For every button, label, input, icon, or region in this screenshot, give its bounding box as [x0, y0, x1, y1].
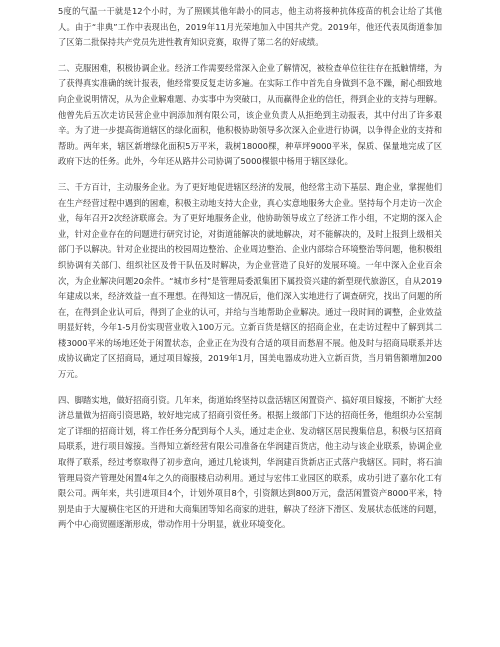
paragraph-gap [58, 383, 442, 393]
paragraph-section-four: 四、脚踏实地，做好招商引资。几年来，街道始终坚持以盘活辖区闲置资产、搞好项目嫁接，不断扩大经济总量做为招商引资思路，较好地完成了招商引资任务。根据上级部门下达的招商任务，他组织办公室制定了详细的招商计划，将工作任务分配到每个人头，通过走企业、发动辖区居民搜集信息，积极与区招商局联系，进行项目嫁接。当得知立新经营有限公司准备在华润建百货店，他主动与该企业联系，协调企业取得了联系，经过考察取得了初步意向，通过几轮谈判，华润建百货新店正式落户我辖区。同时，将石油管理局资产管理处闲置4年之久的商服楼启动利用。通过与宏伟工业园区的联系，成功引进了嘉尔化工有限公司。两年来，共引进项目4个，计划外项目8个，引资额达到800万元，盘活闲置资产8000平米，特别是由于大厦横住宅区的开进和大商集团等知名商家的进驻，解决了经济下滑区、发展状态低迷的问题，两个中心商贸圈逐渐形成，带动作用十分明显，就业环境变化。 [58, 394, 442, 530]
paragraph-gap [58, 51, 442, 61]
paragraph-gap [58, 170, 442, 180]
paragraph-section-two: 二、克服困难，积极协调企业。经济工作需要经常深入企业了解情况，被检查单位往往存在抵触情绪，为了获得真实准确的统计报表，他经常要反复走访多遍。在实际工作中首先自身做到不急不躁，耐心细致地向企业说明情况，从为企业解难题、办实事中为突破口，从而赢得企业的信任，得到企业的支持与理解。他曾先后五次走访民营企业中润添加剂有限公司，该企业负责人从拒绝到主动报表，其中付出了许多艰辛。为了进一步提高街道辖区的绿化面积，他积极协助领导多次深入企业进行协调，以争得企业的支持和帮助。两年来，辖区新增绿化面积5万平米，栽树18000棵，种草坪9000平米，保质、保量地完成了区政府下达的任务。此外，今年还从路井公司协调了5000棵银中杨用于辖区绿化。 [58, 62, 442, 167]
paragraph-intro-continuation: 5度的气温一干就是12个小时，为了照顾其他年龄小的同志，他主动将接种抗体疫苗的机会让给了其他人。由于“非典”工作中表现出色，2019年11月光荣地加入中国共产党。2019年，他还代表凤街道参加了区第二批保持共产党员先进性教育知识竞赛，取得了第二名的好成绩。 [58, 6, 442, 48]
paragraph-section-three: 三、千方百计，主动服务企业。为了更好地促进辖区经济的发展，他经常主动下基层、跑企业，掌握他们在生产经营过程中遇到的困难，积极主动地支持大企业，真心实意地服务大企业。坚持每个月走访一次企业，每年召开2次经济联席会。为了更好地服务企业，他协助领导成立了经济工作小组，不定期的深入企业，针对企业存在的问题进行研究讨论，对街道能解决的就地解决，对不能解决的，及时上报到上级相关部门予以解决。针对企业提出的校园周边整治、企业周边整治、企业内部综合环境整治等问题，他积极组织协调有关部门、组织社区及骨干队伍及时解决，为企业营造了良好的发展环境。一年中深入企业百余次，为企业解决问题20余件。“城市乡村”是管理局委派集团下属投资兴建的新型现代旅游区，自从2019年建成以来，经济效益一直不理想。在得知这一情况后，他们深入实地进行了调查研究，找出了问题的所在，在得到企业认可后，得到了企业的认可，并给与当地帮助企业解决。通过一段时间的调整，企业效益明显好转，今年1-5月份实现营业收入100万元。立新百货是辖区的招商企业，在走访过程中了解到其二楼3000平米的场地还处于闲置状态，企业正在为没有合适的项目而愁眉不展。他及时与招商局联系并达成协议确定了区招商局，通过项目嫁接，2019年1月，国美电器成功进入立新百货，当月销售额增加200万元。 [58, 181, 442, 380]
